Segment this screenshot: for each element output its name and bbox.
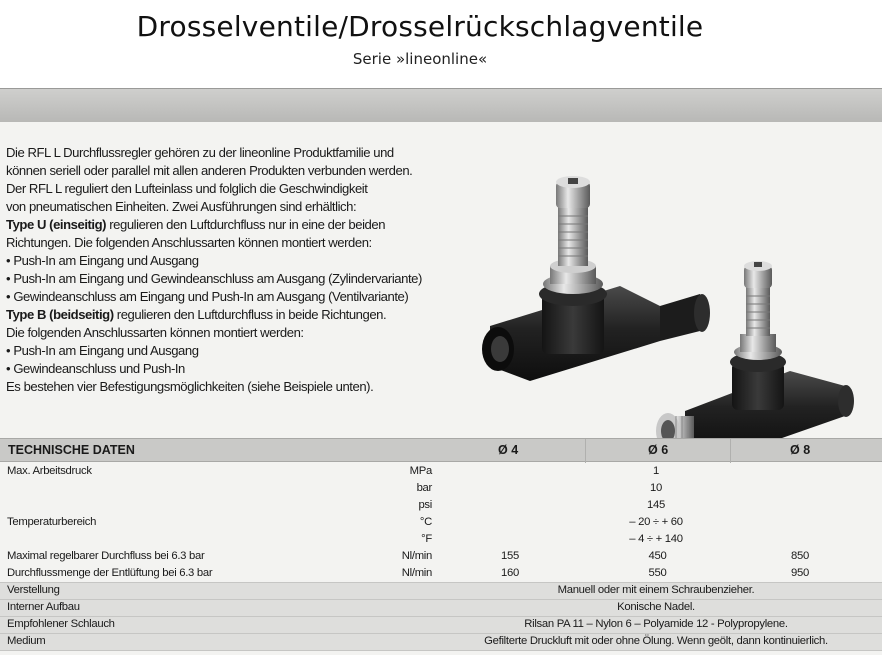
table-row bbox=[0, 498, 882, 515]
row-label: Temperaturbereich bbox=[7, 516, 97, 528]
cell-all: Konische Nadel. bbox=[617, 601, 695, 613]
description-line bbox=[6, 144, 476, 162]
row-label: Empfohlener Schlauch bbox=[7, 618, 115, 630]
page-title: Drosselventile/Drosselrückschlagventile bbox=[136, 10, 704, 43]
description-line bbox=[6, 324, 476, 342]
tech-data-table bbox=[0, 464, 882, 651]
description-line bbox=[6, 216, 476, 234]
table-row bbox=[0, 566, 882, 583]
valve-photo bbox=[470, 166, 870, 456]
row-unit: bar bbox=[416, 482, 432, 494]
description-bold: Type B (beidseitig) bbox=[6, 307, 114, 322]
row-unit: °C bbox=[419, 516, 432, 528]
row-unit: MPa bbox=[409, 465, 432, 477]
row-label: Durchflussmenge der Entlüftung bei 6.3 bar bbox=[7, 567, 213, 579]
row-unit: Nl/min bbox=[401, 567, 432, 579]
description-text-span: Die RFL L Durchflussregler gehören zu der lineonline Produktfamilie und bbox=[6, 145, 394, 160]
row-label: Interner Aufbau bbox=[7, 601, 80, 613]
row-unit: °F bbox=[421, 533, 432, 545]
description-text-span: • Gewindeanschluss am Eingang und Push-In am Ausgang (Ventilvariante) bbox=[6, 289, 409, 304]
description-text-span: Richtungen. Die folgenden Anschlussarten können montiert werden: bbox=[6, 235, 372, 250]
catalog-scan bbox=[0, 88, 882, 655]
description-line bbox=[6, 252, 476, 270]
description-line bbox=[6, 378, 476, 396]
table-row bbox=[0, 583, 882, 600]
description-line bbox=[6, 288, 476, 306]
cell-all: – 4 ÷ + 140 bbox=[629, 533, 683, 545]
column-d8: Ø 8 bbox=[790, 443, 811, 457]
description-text-span: • Push-In am Eingang und Ausgang bbox=[6, 253, 199, 268]
description-bold: Type U (einseitig) bbox=[6, 217, 107, 232]
row-label: Max. Arbeitsdruck bbox=[7, 465, 92, 477]
table-row bbox=[0, 634, 882, 651]
cell-all: Rilsan PA 11 – Nylon 6 – Polyamide 12 - Polypropylene. bbox=[524, 618, 788, 630]
cell-all: 145 bbox=[647, 499, 665, 511]
cell-all: – 20 ÷ + 60 bbox=[629, 516, 683, 528]
page-subtitle: Serie »lineonline« bbox=[352, 50, 488, 68]
table-row bbox=[0, 600, 882, 617]
description-line bbox=[6, 342, 476, 360]
description-text-span: Die folgenden Anschlussarten können montiert werden: bbox=[6, 325, 304, 340]
row-label: Maximal regelbarer Durchfluss bei 6.3 bar bbox=[7, 550, 205, 562]
cell-d4: 160 bbox=[501, 567, 519, 579]
tech-data-header bbox=[0, 438, 882, 462]
cell-d4: 155 bbox=[501, 550, 519, 562]
row-unit: Nl/min bbox=[401, 550, 432, 562]
row-unit: psi bbox=[418, 499, 432, 511]
cell-all: 10 bbox=[650, 482, 662, 494]
valve-right bbox=[656, 261, 854, 451]
valve-left bbox=[482, 176, 710, 381]
description-text-span: • Gewindeanschluss und Push-In bbox=[6, 361, 185, 376]
description-line bbox=[6, 270, 476, 288]
description-text bbox=[6, 144, 476, 396]
table-row bbox=[0, 464, 882, 481]
cell-d8: 850 bbox=[791, 550, 809, 562]
description-text-span: Es bestehen vier Befestigungsmöglichkeiten (siehe Beispiele unten). bbox=[6, 379, 374, 394]
cell-all: 1 bbox=[653, 465, 659, 477]
table-row bbox=[0, 481, 882, 498]
table-row bbox=[0, 532, 882, 549]
description-text-span: können seriell oder parallel mit allen anderen Produkten verbunden werden. bbox=[6, 163, 413, 178]
row-label: Verstellung bbox=[7, 584, 60, 596]
description-text-span: regulieren den Luftdurchfluss nur in eine der beiden bbox=[106, 217, 386, 232]
description-text-span: von pneumatischen Einheiten. Zwei Ausführungen sind erhältlich: bbox=[6, 199, 357, 214]
cell-all: Gefilterte Druckluft mit oder ohne Ölung. Wenn geölt, dann kontinuierlich. bbox=[484, 635, 828, 647]
tech-data-title: TECHNISCHE DATEN bbox=[8, 443, 135, 457]
description-line bbox=[6, 198, 476, 216]
table-row bbox=[0, 549, 882, 566]
description-line bbox=[6, 180, 476, 198]
description-line bbox=[6, 306, 476, 324]
top-band bbox=[0, 88, 882, 122]
column-d4: Ø 4 bbox=[498, 443, 519, 457]
cell-d6: 550 bbox=[648, 567, 667, 579]
table-row bbox=[0, 617, 882, 634]
cell-d6: 450 bbox=[648, 550, 667, 562]
row-label: Medium bbox=[7, 635, 46, 647]
description-text-span: • Push-In am Eingang und Gewindeanschluss am Ausgang (Zylindervariante) bbox=[6, 271, 422, 286]
cell-all: Manuell oder mit einem Schraubenzieher. bbox=[557, 584, 755, 596]
description-text-span: Der RFL L reguliert den Lufteinlass und folglich die Geschwindigkeit bbox=[6, 181, 368, 196]
description-line bbox=[6, 234, 476, 252]
table-row bbox=[0, 515, 882, 532]
description-text-span: regulieren den Luftdurchfluss in beide Richtungen. bbox=[113, 307, 387, 322]
description-line bbox=[6, 162, 476, 180]
cell-d8: 950 bbox=[791, 567, 809, 579]
column-d6: Ø 6 bbox=[648, 443, 669, 457]
description-line bbox=[6, 360, 476, 378]
description-text-span: • Push-In am Eingang und Ausgang bbox=[6, 343, 199, 358]
